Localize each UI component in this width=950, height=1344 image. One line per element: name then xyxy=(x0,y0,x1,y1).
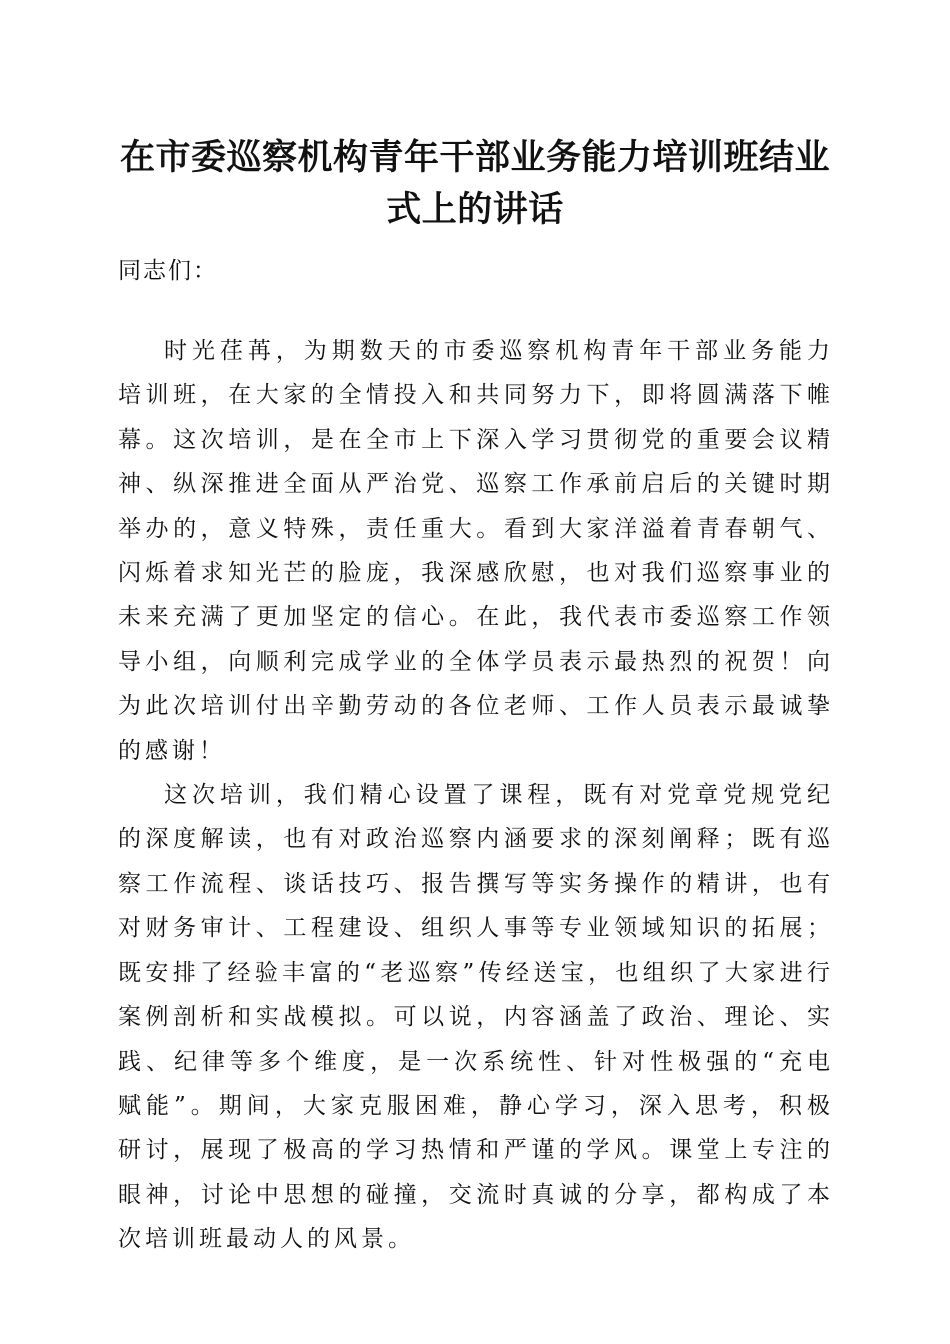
salutation: 同志们： xyxy=(118,258,218,284)
document-body xyxy=(118,329,834,1262)
paragraph: 时光荏苒，为期数天的市委巡察机构青年干部业务能力培训班，在大家的全情投入和共同努力下，即将圆满落下帷幕。这次培训，是在全市上下深入学习贯彻党的重要会议精神、纵深推进全面从严治党、巡察工作承前启后的关键时期举办的，意义特殊，责任重大。看到大家洋溢着青春朝气、闪烁着求知光芒的脸庞，我深感欣慰，也对我们巡察事业的未来充满了更加坚定的信心。在此，我代表市委巡察工作领导小组，向顺利完成学业的全体学员表示最热烈的祝贺！向为此次培训付出辛勤劳动的各位老师、工作人员表示最诚挚的感谢！ xyxy=(118,338,834,764)
title-line-1: 在市委巡察机构青年干部业务能力培训班结业 xyxy=(119,137,830,178)
title-line-2: 式上的讲话 xyxy=(386,189,564,230)
document-title xyxy=(118,132,832,236)
paragraph: 这次培训，我们精心设置了课程，既有对党章党规党纪的深度解读，也有对政治巡察内涵要求的深刻阐释；既有巡察工作流程、谈话技巧、报告撰写等实务操作的精讲，也有对财务审计、工程建设、组织人事等专业领域知识的拓展；既安排了经验丰富的“老巡察”传经送宝，也组织了大家进行案例剖析和实战模拟。可以说，内容涵盖了政治、理论、实践、纪律等多个维度，是一次系统性、针对性极强的“充电赋能”。期间，大家克服困难，静心学习，深入思考，积极研讨，展现了极高的学习热情和严谨的学风。课堂上专注的眼神，讨论中思想的碰撞，交流时真诚的分享，都构成了本次培训班最动人的风景。 xyxy=(118,782,834,1253)
